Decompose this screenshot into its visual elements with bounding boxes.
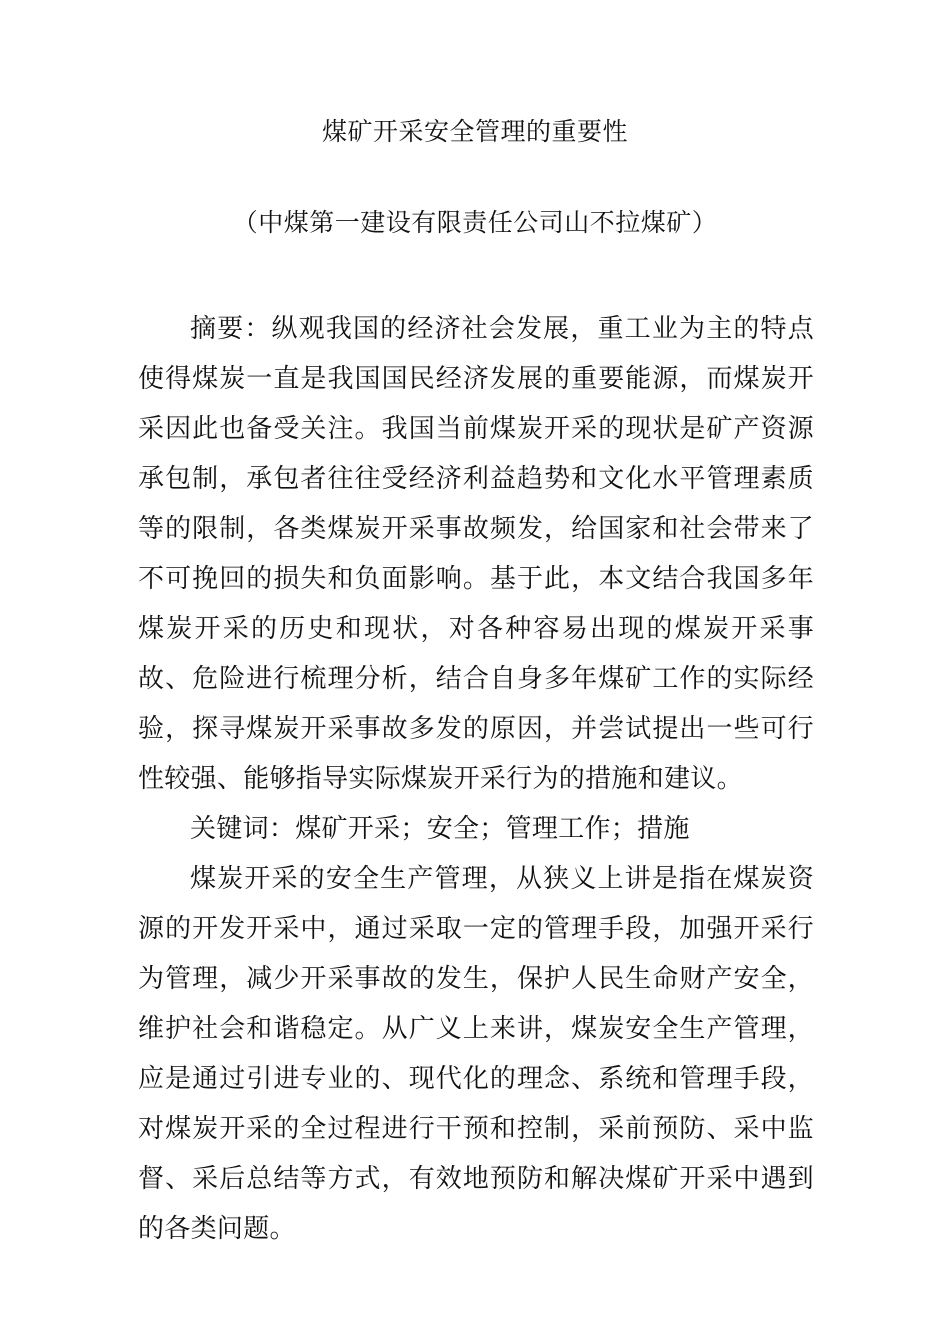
body-paragraph: 煤炭开采的安全生产管理，从狭义上讲是指在煤炭资源的开发开采中，通过采取一定的管理手段，加强开采行为管理，减少开采事故的发生，保护人民生命财产安全，维护社会和谐稳定。从广义上来讲，煤炭安全生产管理，应是通过引进专业的、现代化的理念、系统和管理手段，对煤炭开采的全过程进行干预和控制，采前预防、采中监督、采后总结等方式，有效地预防和解决煤矿开采中遇到的各类问题。 <box>138 864 814 1244</box>
keywords-paragraph: 关键词：煤矿开采；安全；管理工作；措施 <box>190 814 690 844</box>
abstract-paragraph: 摘要：纵观我国的经济社会发展，重工业为主的特点使得煤炭一直是我国国民经济发展的重要能源，而煤炭开采因此也备受关注。我国当前煤炭开采的现状是矿产资源承包制，承包者往往受经济利益趋势和文化水平管理素质等的限制，各类煤炭开采事故频发，给国家和社会带来了不可挽回的损失和负面影响。基于此，本文结合我国多年煤炭开采的历史和现状，对各种容易出现的煤炭开采事故、危险进行梳理分析，结合自身多年煤矿工作的实际经验，探寻煤炭开采事故多发的原因，并尝试提出一些可行性较强、能够指导实际煤炭开采行为的措施和建议。 <box>138 314 814 794</box>
author-affiliation: （中煤第一建设有限责任公司山不拉煤矿） <box>232 208 718 237</box>
document-title: 煤矿开采安全管理的重要性 <box>321 117 628 146</box>
document-body <box>138 304 814 1254</box>
